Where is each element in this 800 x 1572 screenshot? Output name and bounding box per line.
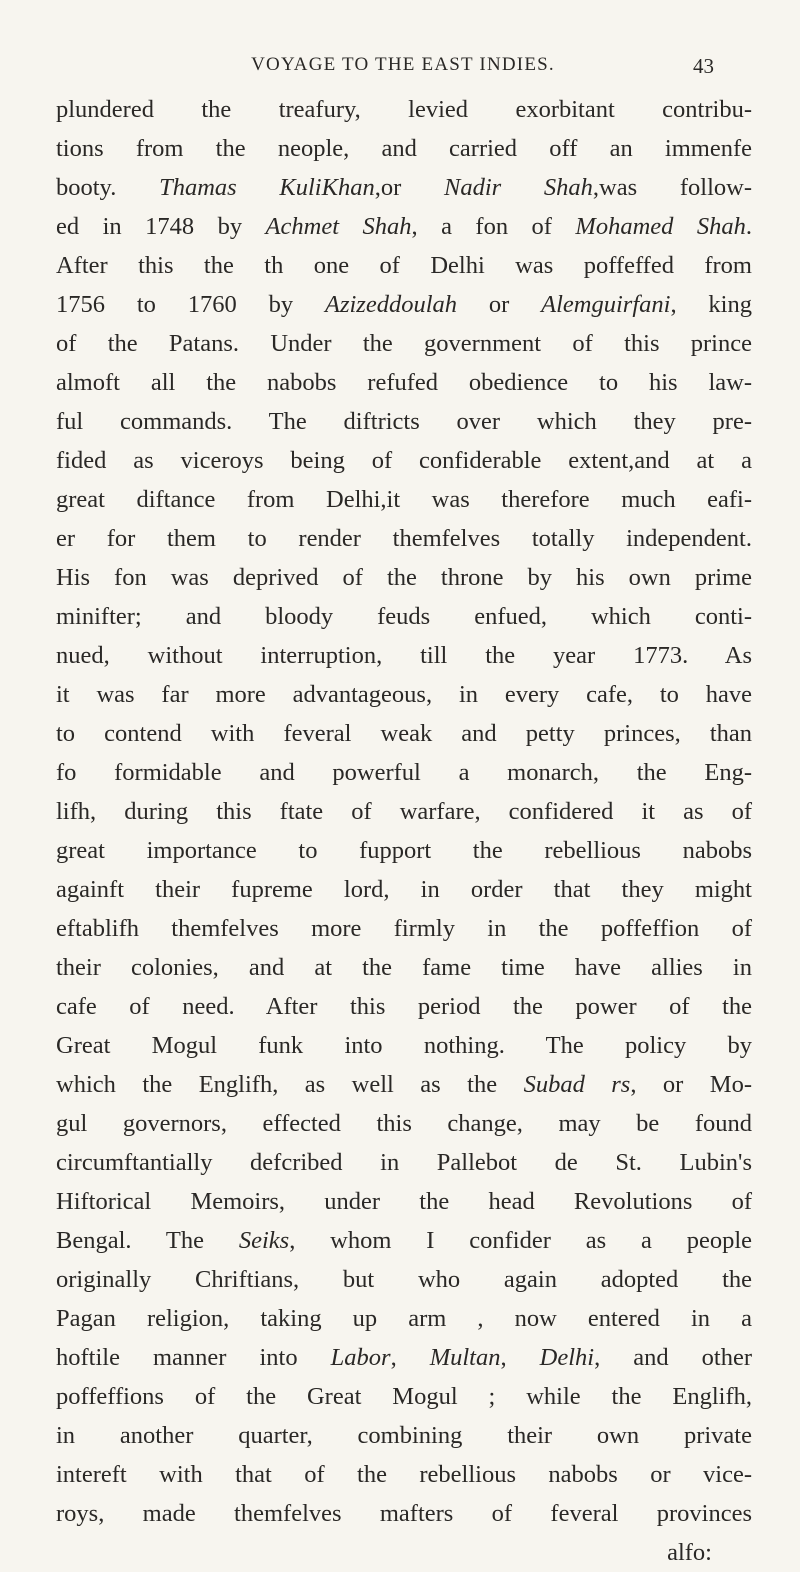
- text-line: gul governors, effected this change, may be found: [56, 1110, 752, 1137]
- italic-term: Multan: [429, 1344, 501, 1371]
- text-line: er for them to render themfelves totally independent.: [56, 525, 752, 552]
- text-line: it was far more advantageous, in every cafe, to have: [56, 681, 752, 708]
- text-line: Bengal. The Seiks, whom I confider as a people: [56, 1227, 752, 1254]
- body-text: [56, 90, 752, 1572]
- text-line: ful commands. The diftricts over which they pre-: [56, 408, 752, 435]
- text-line: fided as viceroys being of confiderable extent,and at a: [56, 447, 752, 474]
- text-line: plundered the treafury, levied exorbitant contribu-: [56, 96, 752, 123]
- catchword: alfo:: [667, 1539, 712, 1566]
- text-line: circumftantially defcribed in Pallebot de St. Lubin's: [56, 1149, 752, 1176]
- text-line: which the Englifh, as well as the Subad rs, or Mo-: [56, 1071, 752, 1098]
- text-line: lifh, during this ftate of warfare, confidered it as of: [56, 798, 752, 825]
- text-line: cafe of need. After this period the power of the: [56, 993, 752, 1020]
- text-line: booty. Thamas KuliKhan,or Nadir Shah,was follow-: [56, 174, 752, 201]
- text-line: great diftance from Delhi,it was therefore much eafi-: [56, 486, 752, 513]
- page-number: 43: [693, 54, 714, 78]
- italic-term: Alemguirfani: [541, 291, 671, 318]
- running-head: [92, 54, 714, 94]
- text-line: almoft all the nabobs refufed obedience to his law-: [56, 369, 752, 396]
- text-line: intereft with that of the rebellious nabobs or vice-: [56, 1461, 752, 1488]
- italic-term: Thamas KuliKhan: [159, 174, 375, 201]
- text-line: fo formidable and powerful a monarch, the Eng-: [56, 759, 752, 786]
- italic-term: Delhi: [539, 1344, 595, 1371]
- text-line: in another quarter, combining their own private: [56, 1422, 752, 1449]
- text-line: Great Mogul funk into nothing. The policy by: [56, 1032, 752, 1059]
- running-title: VOYAGE TO THE EAST INDIES.: [251, 54, 555, 75]
- text-line: tions from the neople, and carried off an immenfe: [56, 135, 752, 162]
- text-line: their colonies, and at the fame time have allies in: [56, 954, 752, 981]
- text-line: roys, made themfelves mafters of feveral provinces: [56, 1500, 752, 1527]
- italic-term: Azizeddoulah: [325, 291, 458, 318]
- text-line: ed in 1748 by Achmet Shah, a fon of Mohamed Shah.: [56, 213, 752, 240]
- italic-term: Labor: [330, 1344, 391, 1371]
- italic-term: Mohamed Shah: [575, 213, 746, 240]
- text-line: againft their fupreme lord, in order that they might: [56, 876, 752, 903]
- italic-term: Subad rs: [523, 1071, 631, 1098]
- text-line: His fon was deprived of the throne by his own prime: [56, 564, 752, 591]
- text-line: minifter; and bloody feuds enfued, which conti-: [56, 603, 752, 630]
- text-line: 1756 to 1760 by Azizeddoulah or Alemguirfani, king: [56, 291, 752, 318]
- italic-term: Achmet Shah: [265, 213, 412, 240]
- text-line: great importance to fupport the rebellious nabobs: [56, 837, 752, 864]
- text-line: originally Chriftians, but who again adopted the: [56, 1266, 752, 1293]
- text-line: After this the th one of Delhi was poffeffed from: [56, 252, 752, 279]
- text-line: poffeffions of the Great Mogul ; while the Englifh,: [56, 1383, 752, 1410]
- text-line: to contend with feveral weak and petty princes, than: [56, 720, 752, 747]
- text-line: hoftile manner into Labor, Multan, Delhi, and other: [56, 1344, 752, 1371]
- italic-term: Nadir Shah: [443, 174, 593, 201]
- text-line: Pagan religion, taking up arm , now entered in a: [56, 1305, 752, 1332]
- text-line: of the Patans. Under the government of this prince: [56, 330, 752, 357]
- italic-term: Seiks: [238, 1227, 290, 1254]
- text-line: eftablifh themfelves more firmly in the poffeffion of: [56, 915, 752, 942]
- text-line: nued, without interruption, till the year 1773. As: [56, 642, 752, 669]
- text-line: Hiftorical Memoirs, under the head Revolutions of: [56, 1188, 752, 1215]
